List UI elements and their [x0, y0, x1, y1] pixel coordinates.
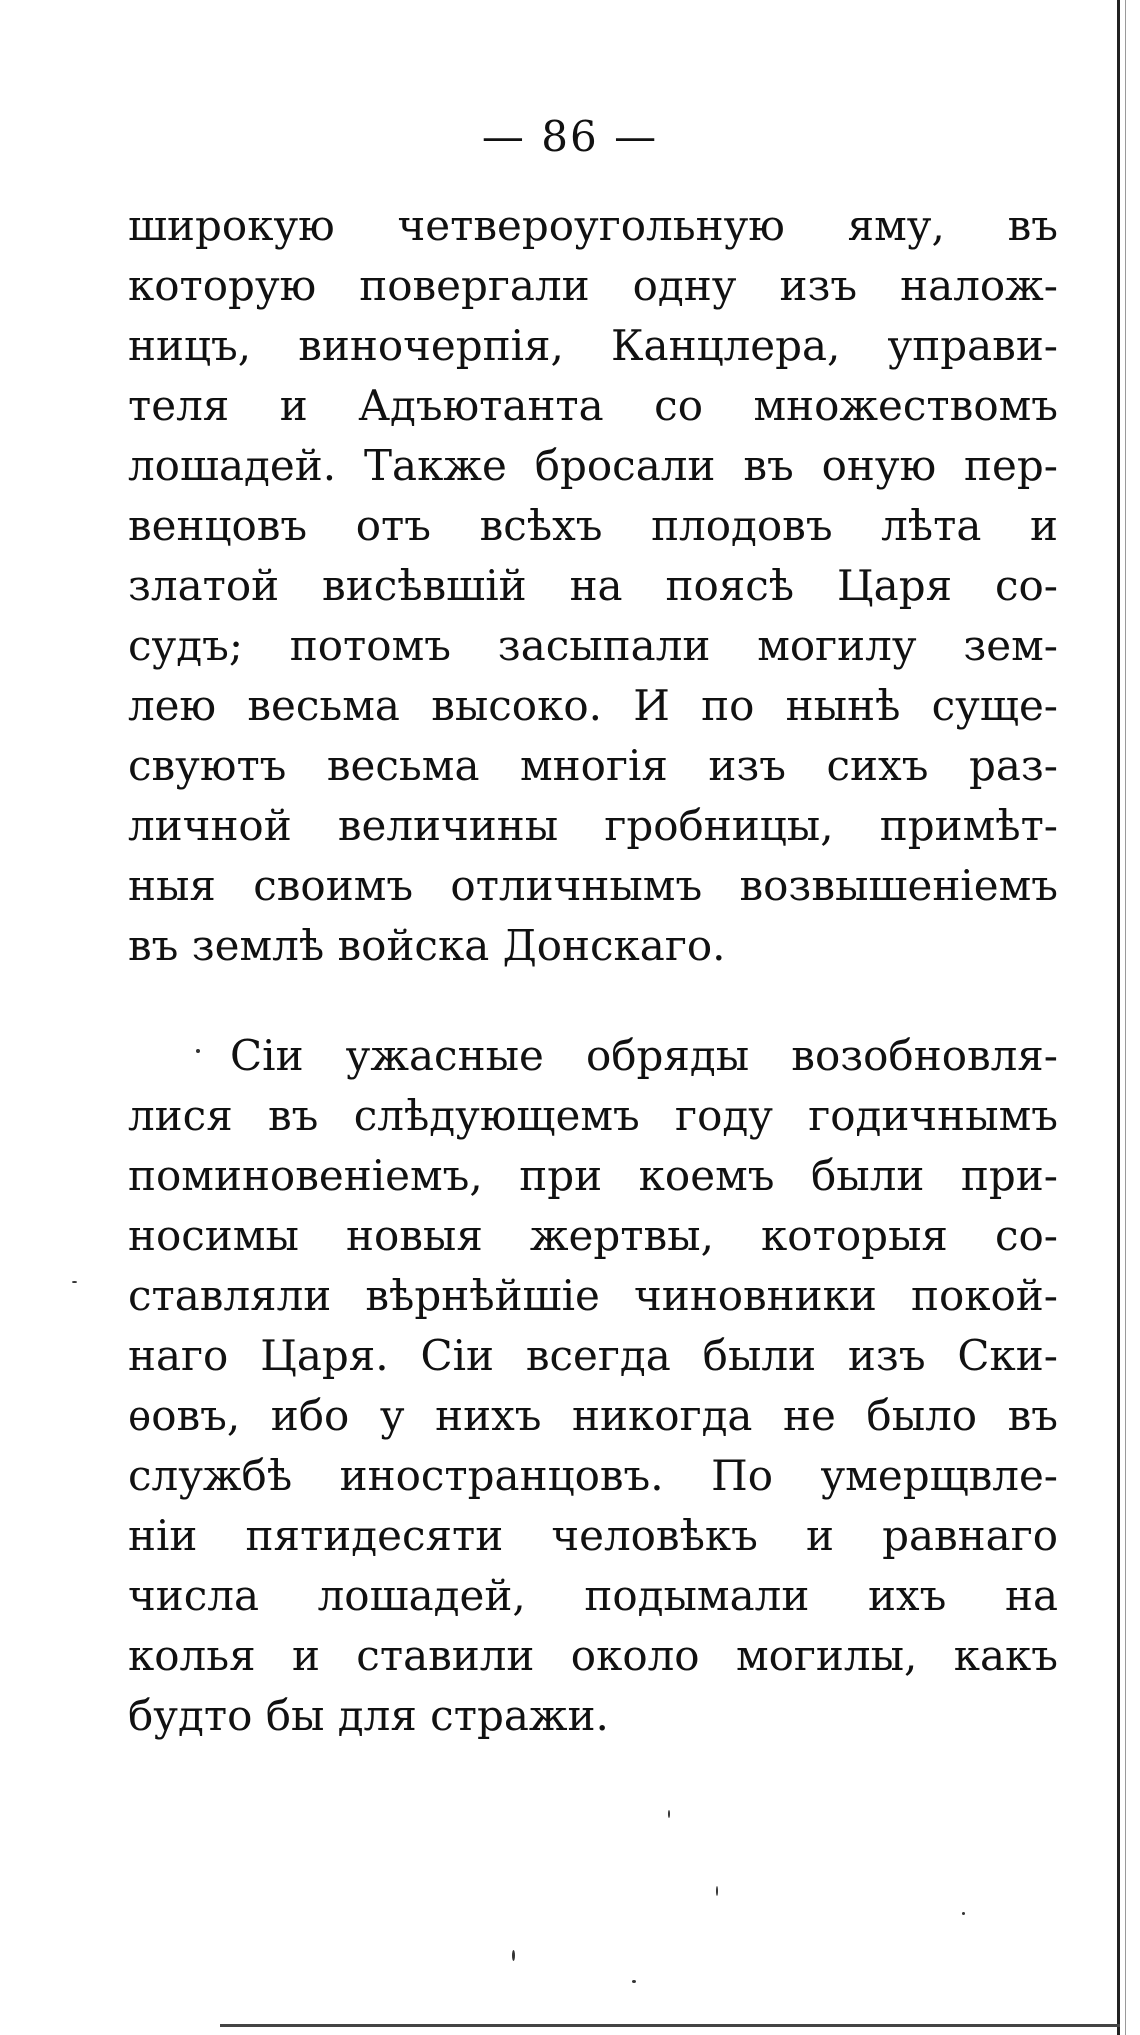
text-line: лошадей. Также бросали въ оную пер-: [128, 441, 1058, 490]
scan-speck: [716, 1886, 718, 1896]
text-line: ныя своимъ отличнымъ возвышеніемъ: [128, 861, 1058, 910]
text-line: службѣ иностранцовъ. По умерщвле-: [128, 1451, 1058, 1500]
text-line: лися въ слѣдующемъ году годичнымъ: [128, 1091, 1058, 1140]
text-line: лею весьма высоко. И по нынѣ суще-: [128, 681, 1058, 730]
text-line: будто бы для стражи.: [128, 1691, 609, 1740]
scan-speck: [196, 1049, 200, 1053]
scan-speck: [512, 1950, 515, 1961]
text-line: широкую четвероугольную яму, въ: [128, 201, 1058, 250]
text-line: наго Царя. Сіи всегда были изъ Ски-: [128, 1331, 1058, 1380]
text-line: ницъ, виночерпія, Канцлера, управи-: [128, 321, 1058, 370]
text-line: ніи пятидесяти человѣкъ и равнаго: [128, 1511, 1058, 1560]
text-line: носимы новыя жертвы, которыя со-: [128, 1211, 1058, 1260]
scan-speck: [668, 1810, 670, 1818]
text-line: Сіи ужасные обряды возобновля-: [230, 1031, 1058, 1080]
page-edge-shadow: [1125, 0, 1126, 2035]
text-line: въ землѣ войска Донскаго.: [128, 921, 726, 970]
text-line: личной величины гробницы, примѣт-: [128, 801, 1058, 850]
scan-speck: [632, 1980, 636, 1983]
text-line: которую повергали одну изъ налож-: [128, 261, 1058, 310]
text-line: ставляли вѣрнѣйшіе чиновники покой-: [128, 1271, 1058, 1320]
text-line: ѳовъ, ибо у нихъ никогда не было въ: [128, 1391, 1058, 1440]
text-line: венцовъ отъ всѣхъ плодовъ лѣта и: [128, 501, 1058, 550]
text-line: числа лошадей, подымали ихъ на: [128, 1571, 1058, 1620]
scan-speck: [962, 1912, 965, 1915]
paragraph-2: [128, 1026, 1058, 1746]
page-edge-bottom: [220, 2024, 1120, 2027]
text-line: колья и ставили около могилы, какъ: [128, 1631, 1058, 1680]
scan-speck: [72, 1281, 77, 1283]
text-line: поминовеніемъ, при коемъ были при-: [128, 1151, 1058, 1200]
paragraph-1: [128, 196, 1058, 976]
page-edge-right: [1117, 0, 1120, 2035]
text-line: теля и Адъютанта со множествомъ: [128, 381, 1058, 430]
text-line: свуютъ весьма многія изъ сихъ раз-: [128, 741, 1058, 790]
text-line: златой висѣвшій на поясѣ Царя со-: [128, 561, 1058, 610]
text-line: судъ; потомъ засыпали могилу зем-: [128, 621, 1058, 670]
page-number-header: — 86 —: [481, 112, 659, 161]
